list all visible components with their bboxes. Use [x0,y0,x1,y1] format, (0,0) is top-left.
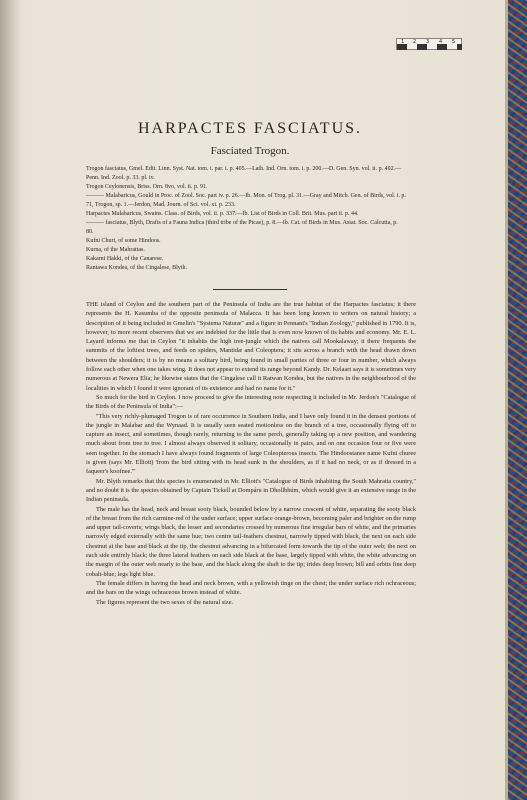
paragraph: "This very richly-plumaged Trogon is of rare occurrence in Southern India, and I have only found it in the densest portions of the jungle in Malabar and the Wynaad. It is usually seen seated motionless on the branch of a tree, occasionally flying off to capture an insect, and sometimes, though rarely, returning to the same perch, generally taking up a new position, and wandering much about from tree to tree. I almost always observed it solitary, occasionally in pairs, and on one occasion four or five were seen together. In the stomach I have always found fragments of large Coleopterous insects. The Hindoostanee name Kufni churee is given (says Mr. Elliott) 'from the bird sitting with its head sunk in the shoulders, as if it had no neck, or as if dressed in a faqueer's koofnee.'" [86,412,416,476]
synonym-entry: Harpactes Malabaricus, Swains. Class. of Birds, vol. ii. p. 337.—Ib. List of Birds in Coll. Brit. Mus. part ii. p. 44. [86,211,359,217]
synonym-entry: Kurna, of the Mahrattas. [86,247,145,253]
synonym-entry: ——— Malabaricus, Gould in Proc. of Zool. Soc. part iv. p. 26.—Ib. Mon. of Trog. pl. 31.—Gray and Mitch. Gen. of Birds, vol. i. p. 71, Trogon, sp. 1.—Jerdon, Mad. Journ. of Sci. vol. xi. p. 233. [86,193,406,208]
marbled-endpaper [508,0,527,800]
synonym-entry: Kakarni Hakki, of the Canarese. [86,256,164,262]
ruler-number: 4 [439,39,443,45]
gutter-shadow [0,0,22,800]
paragraph: So much for the bird in Ceylon. I now proceed to give the interesting note respecting it included in Mr. Jerdon's "Catalogue of the Birds of the Peninsula of India":— [86,393,416,411]
paragraph: The male has the head, neck and breast sooty black, bounded below by a narrow crescent of white, separating the sooty black of the breast from the rich carmine-red of the under surface; upper surface orange-brown, becoming paler and brighter on the rump and upper tail-coverts; wings black, the lesser and secondaries crossed by numerous fine irregular bars of white, and the primaries narrowly edged externally with the same hue; two centre tail-feathers chestnut, narrowly tipped with black, the next on each side chestnut at the base and black at the tip, the chestnut advancing in a bifurcated form towards the tip of the outer web; the next on each side entirely black; the three lateral feathers on each side black at the base, largely tipped with white, the white advancing on the margin of the outer web nearly to the base, and the black along the shaft to the tip; irides deep brown; bill and orbits fine deep cobalt-blue; legs light blue. [86,505,416,578]
synonym-entry: Trogon fasciatus, Gmel. Edit. Linn. Syst. Nat. tom. i. par. i. p. 405.—Lath. Ind. Orn. tom. i. p. 200.—D. Gen. Syn. vol. ii. p. 492.—Penn. Ind. Zool. p. 33. pl. iv. [86,166,402,181]
ruler-number: 3 [426,39,430,45]
synonym-entry: Rantawa Kondea, of the Cingalese, Blyth. [86,265,187,271]
body-text [86,300,416,607]
synonym-entry: Kufni Churi, of some Hindoos. [86,238,161,244]
ruler-number: 2 [413,39,417,45]
paragraph: The figures represent the two sexes of the natural size. [96,598,234,606]
page-subtitle: Fasciated Trogon. [210,145,290,157]
synonym-entry: Trogon Ceylonensis, Briss. Orn. 8vo, vol. ii. p. 91. [86,184,208,190]
scale-ruler [396,38,462,50]
synonymy-list [86,165,406,273]
ruler-number: 5 [452,39,456,45]
page-title: HARPACTES FASCIATUS. [137,120,363,137]
paragraph: Mr. Blyth remarks that this species is enumerated in Mr. Elliott's "Catalogue of Birds inhabiting the South Mahratta country," and no doubt it is the species obtained by Captain Tickell at Dompáru in Dhollbhúm, which would give it an extensive range in the Indian peninsula. [86,477,416,504]
section-divider [213,289,287,290]
ruler-number: 1 [401,39,405,45]
synonym-entry: ——— fasciatus, Blyth, Drafts of a Fauna Indica (third tribe of the Picae), p. 8.—Ib. Cat. of Birds in Mus. Asiat. Soc. Calcutta, p. 80. [86,220,398,235]
paragraph: The female differs in having the head and neck brown, with a yellowish tinge on the chest; the under surface rich ochraceous; and the bars on the wings ochraceous brown instead of white. [86,579,416,597]
paragraph: THE island of Ceylon and the southern part of the Peninsula of India are the true habitat of the Harpactes fasciatus; it there represents the H. Kasumba of the opposite peninsula of Malacca. It has been long known to writers on natural history; a description of it being included in Gmelin's "Systema Naturæ" and a figure in Pennant's "Indian Zoology," published in 1790. It is, however, to more recent observers that we are indebted for the little that is even now known of its habits and economy. Mr. E. L. Layard informs me that in Ceylon "it inhabits the high tree-jungle which the natives call Mookalaway; it there frequents the summits of the loftiest trees, and feeds on spiders, Mantidæ and Coleoptera; it sits across a branch with the head drawn down between the shoulders; it is by no means a solitary bird, being found in small parties of three or four in number, which always follow each other when one takes wing. It does not appear to extend its range beyond Kandy. Dr. Kelaart says it is sometimes very numerous at Newera Elia; he likewise states that the Cingalese call it Ratwan Kondea, but the natives in the neighbourhood of the localities in which I found it were ignorant of its existence and had no name for it." [86,301,416,392]
